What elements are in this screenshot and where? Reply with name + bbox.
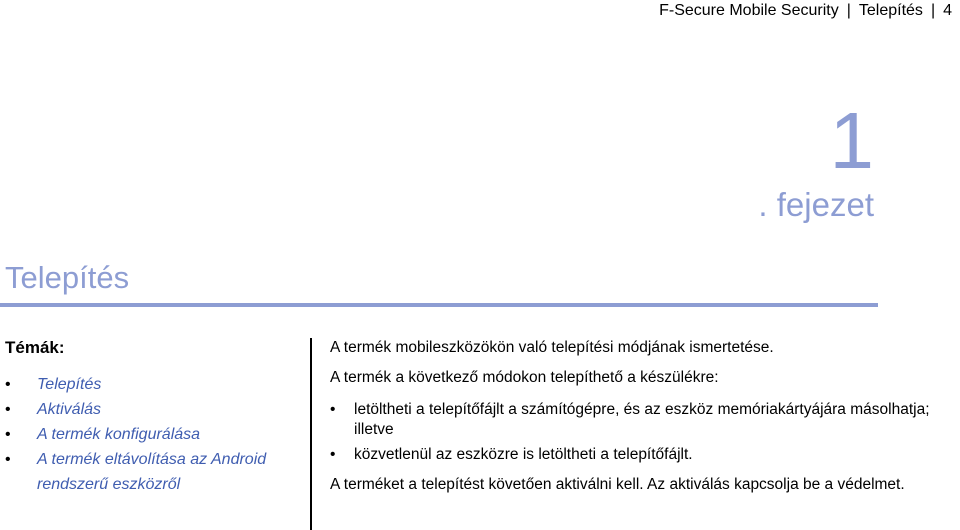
topics-list [5,372,305,497]
intro-paragraph: A termék mobileszközökön való telepítési módjának ismertetése. [330,339,774,356]
topics-heading: Témák: [5,338,65,357]
header-separator: | [846,2,851,19]
header-product: F-Secure Mobile Security [659,2,839,19]
methods-intro-paragraph: A termék a következő módokon telepíthető a készülékre: [330,369,719,386]
chapter-number: 1 [829,96,874,185]
body-column [330,338,950,495]
header-section: Telepítés [858,2,923,19]
running-header [659,0,952,22]
topic-link-uninstall[interactable]: • A termék eltávolítása az Android rendszerű eszközről [5,447,305,497]
chapter-title: Telepítés [5,260,130,295]
methods-list [330,400,950,465]
topic-link-installation[interactable]: • Telepítés [5,372,305,397]
chapter-label: . fejezet [758,186,874,223]
closing-paragraph: A terméket a telepítést követően aktiválni kell. Az aktiválás kapcsolja be a védelmet. [330,476,905,493]
header-separator: | [930,2,936,19]
topic-link-activation[interactable]: • Aktiválás [5,397,305,422]
method-item: • letöltheti a telepítőfájlt a számítógépre, és az eszköz memóriakártyájára másolhatja; illetve [330,400,950,440]
header-page-number: 4 [943,2,952,19]
column-divider [310,338,312,530]
method-item: • közvetlenül az eszközre is letöltheti a telepítőfájlt. [330,445,950,465]
title-underline [0,303,878,307]
topic-link-configuration[interactable]: • A termék konfigurálása [5,422,305,447]
